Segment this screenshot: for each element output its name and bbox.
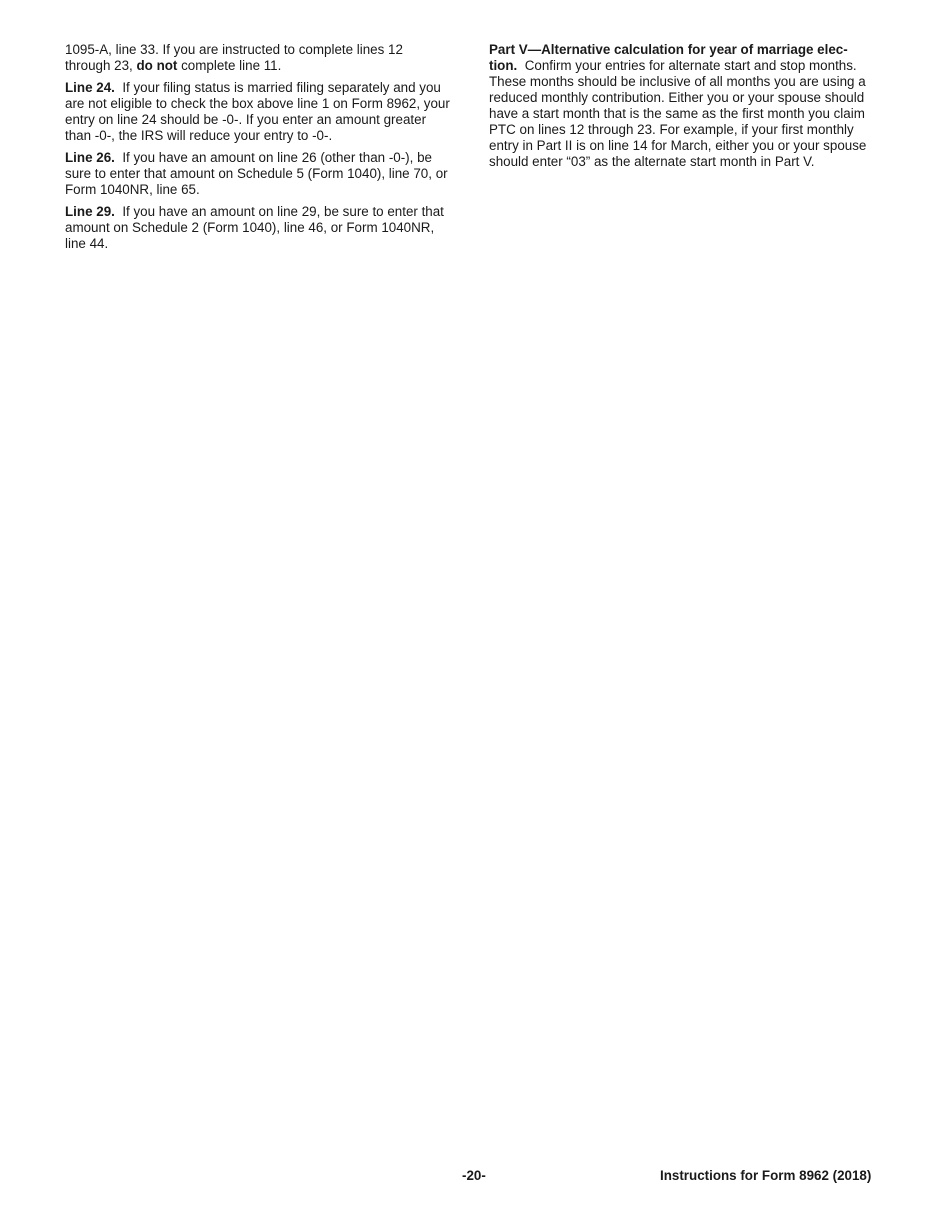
- text-run: If you have an amount on line 29, be sure to enter that: [114, 204, 444, 219]
- document-title: Instructions for Form 8962 (2018): [660, 1168, 872, 1183]
- text-line: entry in Part II is on line 14 for March, either you or your spouse: [489, 138, 867, 153]
- text-line: should enter “03” as the alternate start month in Part V.: [489, 154, 815, 169]
- text-line: sure to enter that amount on Schedule 5 (Form 1040), line 70, or: [65, 166, 448, 181]
- heading-part-v-continuation: tion.: [489, 58, 518, 73]
- text-line: [65, 150, 465, 166]
- text-line: are not eligible to check the box above line 1 on Form 8962, your: [65, 96, 450, 111]
- paragraph-line-24: [65, 80, 465, 144]
- heading-line-26: Line 26.: [65, 150, 115, 165]
- heading-line-29: Line 29.: [65, 204, 115, 219]
- text-line: These months should be inclusive of all months you are using a: [489, 74, 866, 89]
- page-number: -20-: [462, 1168, 486, 1183]
- text-line: Form 1040NR, line 65.: [65, 182, 200, 197]
- text-line: PTC on lines 12 through 23. For example, if your first monthly: [489, 122, 854, 137]
- text-run: Confirm your entries for alternate start and stop months.: [517, 58, 857, 73]
- text-run: complete line 11.: [177, 58, 282, 73]
- left-column: [65, 42, 465, 258]
- paragraph-line-26: [65, 150, 465, 198]
- text-run: If you have an amount on line 26 (other than -0-), be: [114, 150, 432, 165]
- text-line: have a start month that is the same as the first month you claim: [489, 106, 865, 121]
- paragraph-line-23-continuation: [65, 42, 465, 74]
- right-column: [489, 42, 884, 176]
- text-line: [65, 204, 465, 220]
- text-line: [65, 58, 465, 74]
- text-run: If your filing status is married filing separately and you: [114, 80, 441, 95]
- heading-part-v: Part V—Alternative calculation for year of marriage elec-: [489, 42, 848, 57]
- heading-line-24: Line 24.: [65, 80, 115, 95]
- text-line: than -0-, the IRS will reduce your entry to -0-.: [65, 128, 333, 143]
- text-line: entry on line 24 should be -0-. If you enter an amount greater: [65, 112, 427, 127]
- text-run: through 23,: [65, 58, 137, 73]
- text-line: line 44.: [65, 236, 109, 251]
- text-line: [489, 58, 884, 74]
- paragraph-part-v: [489, 42, 884, 170]
- text-line: [65, 80, 465, 96]
- paragraph-line-29: [65, 204, 465, 252]
- emphasis-do-not: do not: [136, 58, 178, 73]
- text-line: amount on Schedule 2 (Form 1040), line 46, or Form 1040NR,: [65, 220, 435, 235]
- text-line: 1095-A, line 33. If you are instructed to complete lines 12: [65, 42, 403, 57]
- text-line: reduced monthly contribution. Either you or your spouse should: [489, 90, 865, 105]
